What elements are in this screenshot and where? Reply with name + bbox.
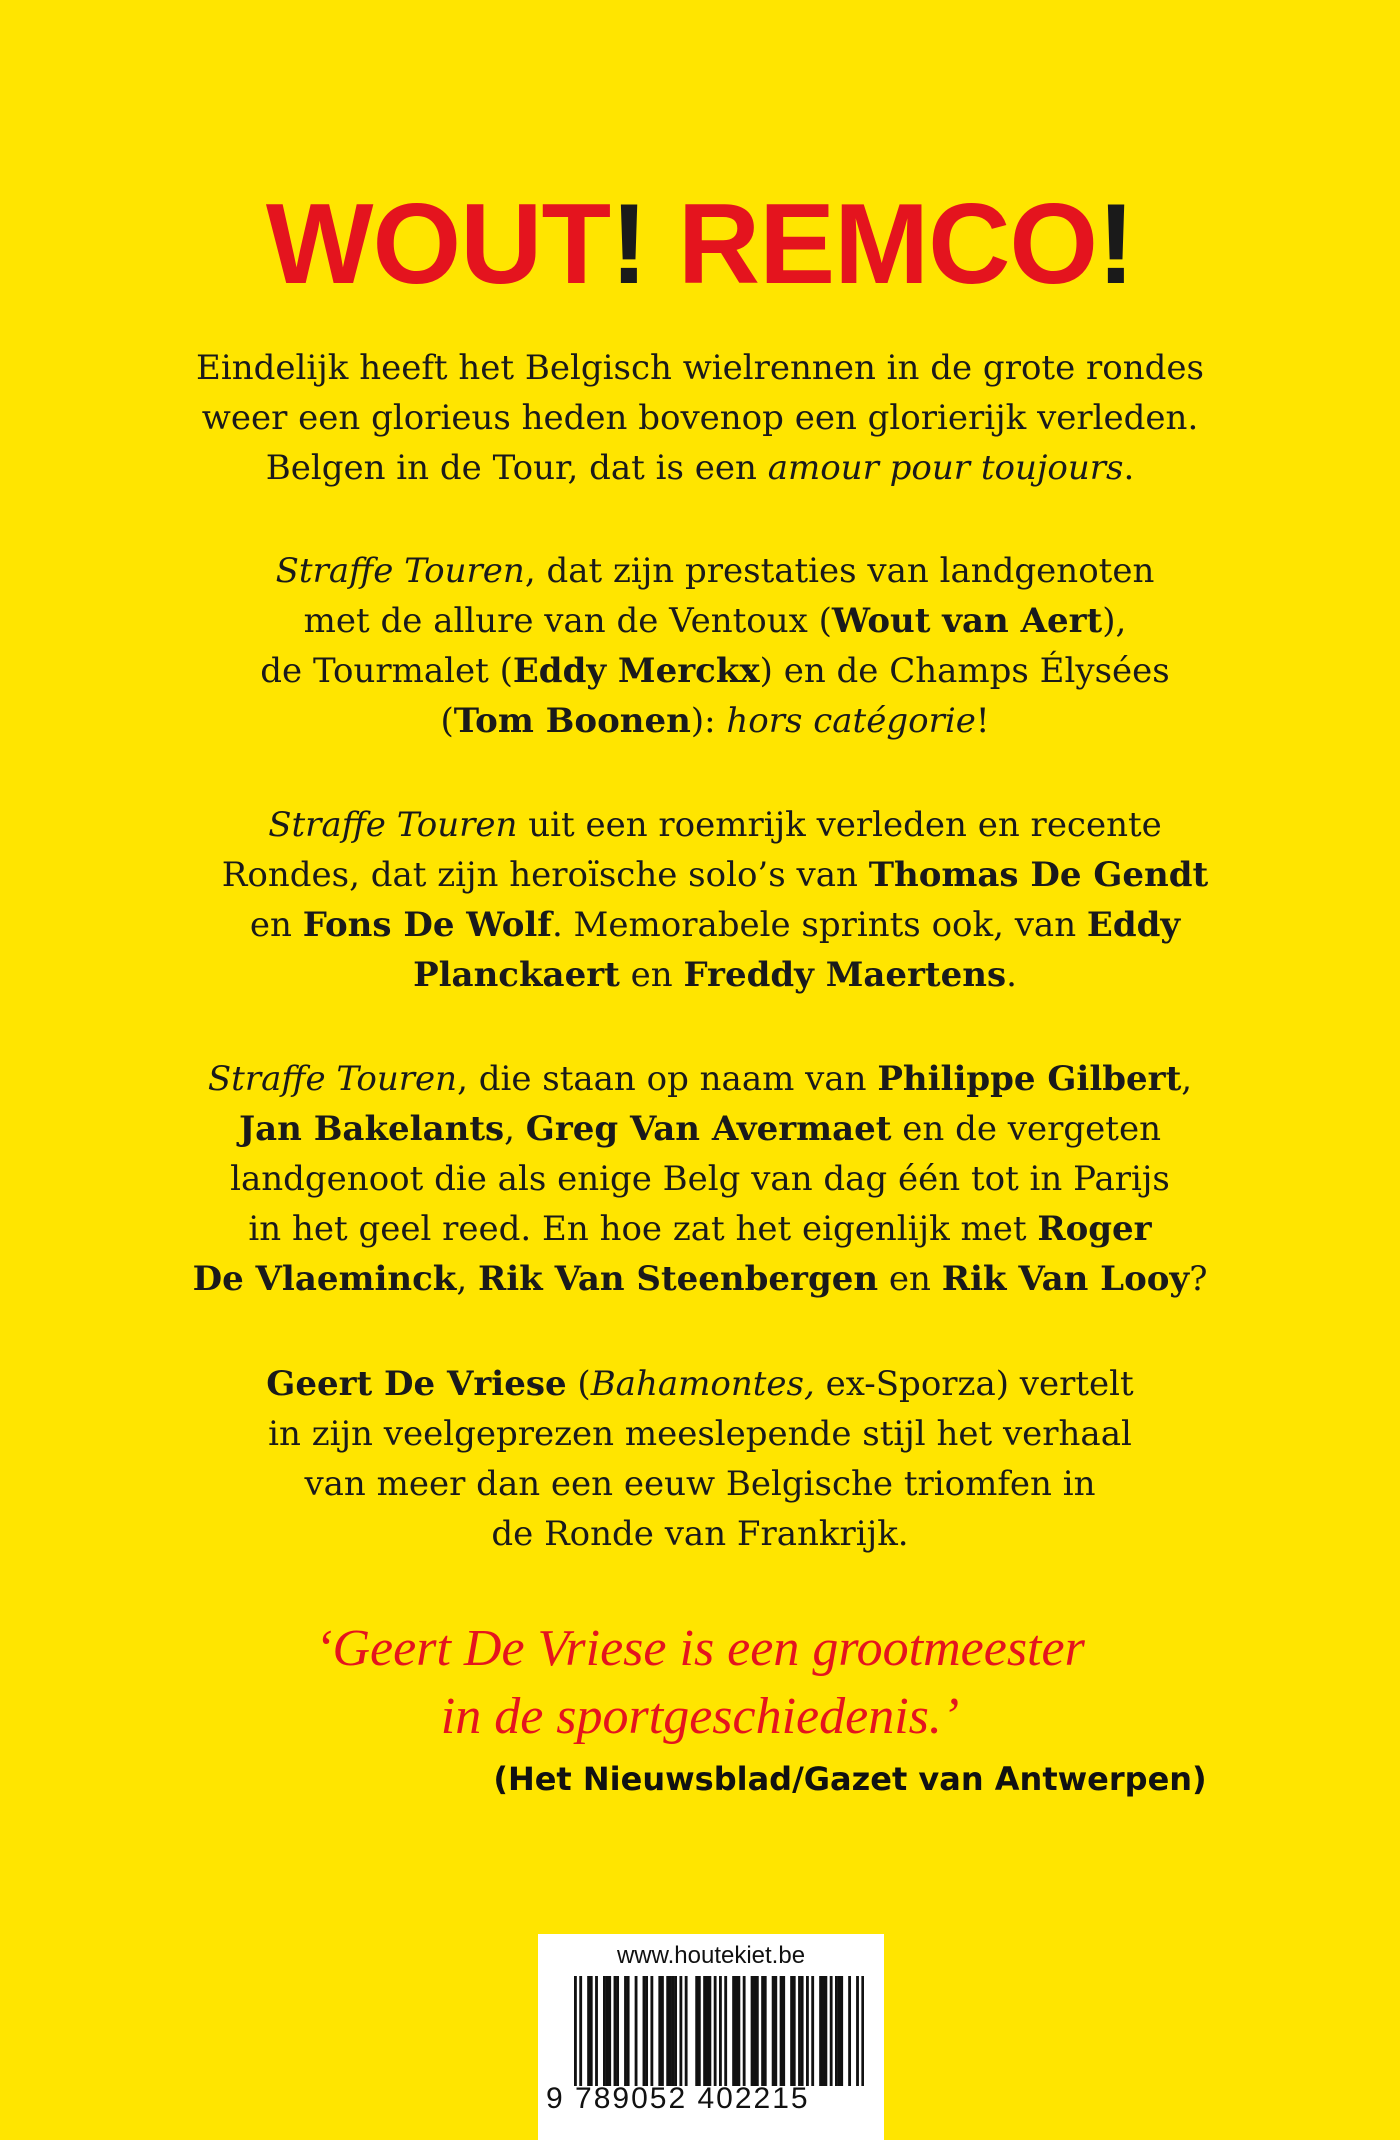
text-segment: , bbox=[1181, 1059, 1193, 1099]
intro-line-2: weer een glorieus heden bovenop een glorierijk verleden. bbox=[201, 398, 1199, 438]
headline-exclamation-1: ! bbox=[610, 181, 648, 308]
rider-name: Fons De Wolf bbox=[302, 905, 552, 945]
text-segment: Rondes, dat zijn heroïsche solo’s van bbox=[221, 855, 869, 895]
rider-name: Tom Boonen bbox=[453, 701, 691, 741]
p4-line-1 bbox=[0, 1054, 1400, 1104]
text-segment: in het geel reed. En hoe zat het eigenlijk met bbox=[248, 1209, 1038, 1249]
p5-line-1 bbox=[0, 1359, 1400, 1409]
text-segment: en bbox=[878, 1259, 942, 1299]
p4-line-4 bbox=[0, 1204, 1400, 1254]
paragraph-3 bbox=[0, 800, 1400, 1000]
p3-line-4 bbox=[30, 950, 1400, 1000]
quote-line-1: ‘Geert De Vriese is een grootmeester bbox=[315, 1620, 1085, 1677]
rider-name: Eddy bbox=[1086, 905, 1181, 945]
text-segment: , die staan op naam van bbox=[457, 1059, 878, 1099]
headline-wout: WOUT bbox=[265, 181, 611, 308]
text-segment: , bbox=[456, 1259, 478, 1299]
intro-line-3 bbox=[0, 443, 1400, 493]
p5-line-4: de Ronde van Frankrijk. bbox=[491, 1514, 909, 1554]
paragraph-5 bbox=[0, 1359, 1400, 1559]
text-segment: ( bbox=[440, 701, 454, 741]
rider-name: De Vlaeminck bbox=[192, 1259, 457, 1299]
isbn-digits: 9 789052 402215 bbox=[546, 2082, 810, 2115]
p4-line-3: landgenoot die als enige Belg van dag één tot in Parijs bbox=[230, 1159, 1170, 1199]
text-segment: , dat zijn prestaties van landgenoten bbox=[524, 551, 1155, 591]
text-segment: . bbox=[1123, 448, 1135, 488]
rider-name: Philippe Gilbert bbox=[877, 1059, 1182, 1099]
text-segment: ), bbox=[1102, 601, 1127, 641]
rider-name: Eddy Merckx bbox=[512, 651, 760, 691]
book-title: Straffe Touren bbox=[207, 1059, 458, 1099]
intro-paragraph bbox=[0, 343, 1400, 493]
italic-phrase: amour pour toujours bbox=[767, 448, 1124, 488]
rider-name: Roger bbox=[1037, 1209, 1152, 1249]
rider-name: Thomas De Gendt bbox=[868, 855, 1209, 895]
headline-remco: REMCO bbox=[647, 181, 1098, 308]
text-segment: ): bbox=[690, 701, 727, 741]
headline bbox=[0, 181, 1400, 308]
press-quote bbox=[0, 1615, 1400, 1751]
text-segment: ) en de Champs Élysées bbox=[759, 651, 1170, 691]
p3-line-2 bbox=[30, 850, 1400, 900]
barcode-panel bbox=[538, 1934, 884, 2140]
rider-name: Planckaert bbox=[413, 955, 620, 995]
rider-name: Freddy Maertens bbox=[683, 955, 1007, 995]
text-segment: met de allure van de Ventoux ( bbox=[303, 601, 832, 641]
text-segment: ? bbox=[1189, 1259, 1208, 1299]
p5-line-3: van meer dan een eeuw Belgische triomfen in bbox=[304, 1464, 1096, 1504]
text-segment: ! bbox=[975, 701, 990, 741]
text-segment: Belgen in de Tour, dat is een bbox=[265, 448, 768, 488]
author-name: Geert De Vriese bbox=[266, 1364, 567, 1404]
text-segment: en bbox=[619, 955, 684, 995]
text-segment: de Tourmalet ( bbox=[260, 651, 513, 691]
headline-exclamation-2: ! bbox=[1097, 181, 1135, 308]
p2-line-1 bbox=[30, 546, 1400, 596]
book-title: Straffe Touren bbox=[268, 805, 518, 845]
text-segment: uit een roemrijk verleden en recente bbox=[517, 805, 1162, 845]
rider-name: Jan Bakelants bbox=[239, 1109, 505, 1149]
quote-source: (Het Nieuwsblad/Gazet van Antwerpen) bbox=[493, 1760, 1207, 1798]
text-segment: en de vergeten bbox=[891, 1109, 1161, 1149]
text-segment: ex-Sporza) vertelt bbox=[814, 1364, 1134, 1404]
intro-line-1: Eindelijk heeft het Belgisch wielrennen in de grote rondes bbox=[196, 348, 1204, 388]
p4-line-2 bbox=[0, 1104, 1400, 1154]
p3-line-3 bbox=[30, 900, 1400, 950]
paragraph-2 bbox=[0, 546, 1400, 746]
italic-phrase: hors catégorie bbox=[726, 701, 976, 741]
publisher-url: www.houtekiet.be bbox=[616, 1942, 806, 1969]
text-segment: . Memorabele sprints ook, van bbox=[551, 905, 1087, 945]
p5-line-2: in zijn veelgeprezen meeslepende stijl het verhaal bbox=[268, 1414, 1132, 1454]
italic-phrase: Bahamontes, bbox=[590, 1364, 815, 1404]
p2-line-3 bbox=[30, 646, 1400, 696]
barcode-icon bbox=[574, 1976, 864, 2086]
rider-name: Rik Van Looy bbox=[941, 1259, 1190, 1299]
p4-line-5 bbox=[0, 1254, 1400, 1304]
rider-name: Rik Van Steenbergen bbox=[478, 1259, 879, 1299]
rider-name: Greg Van Avermaet bbox=[525, 1109, 892, 1149]
text-segment: . bbox=[1006, 955, 1017, 995]
book-title: Straffe Touren bbox=[275, 551, 525, 591]
text-segment: ( bbox=[566, 1364, 591, 1404]
p2-line-2 bbox=[30, 596, 1400, 646]
quote-line-2: in de sportgeschiedenis.’ bbox=[440, 1688, 960, 1745]
p3-line-1 bbox=[30, 800, 1400, 850]
text-segment: , bbox=[504, 1109, 526, 1149]
p2-line-4 bbox=[30, 696, 1400, 746]
text-segment: en bbox=[249, 905, 303, 945]
rider-name: Wout van Aert bbox=[831, 601, 1103, 641]
paragraph-4 bbox=[0, 1054, 1400, 1304]
